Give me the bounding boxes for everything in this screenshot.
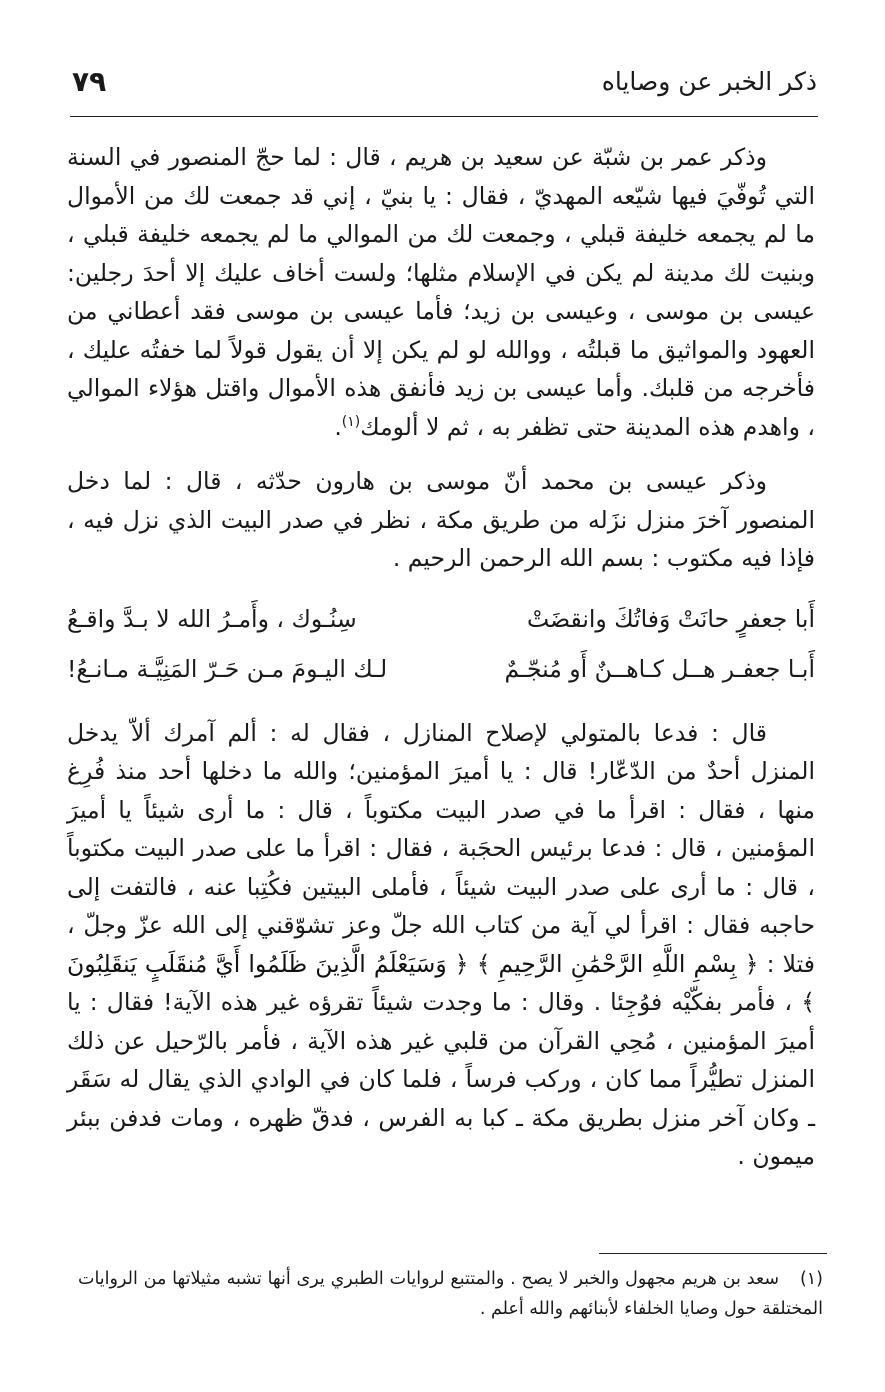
quran-verse: ﴿ وَسَيَعْلَمُ الَّذِينَ ظَلَمُوا أَيَّ مُنقَلَبٍ يَنقَلِبُونَ ﴾ — [67, 949, 815, 1016]
poem — [67, 594, 815, 694]
running-header-title: ذكر الخبر عن وصاياه — [601, 67, 817, 96]
paragraph-3-text-a: قال : فدعا بالمتولي لإصلاح المنازل ، فقال له : ألم آمرك ألاّ يدخل المنزل أحدٌ من الدّعّار! قال : يا أميرَ المؤمنين؛ والله ما دخلها أحد منذ فُرِغ منها ، فقال : اقرأ ما في صدر البيت مكتوباً ، قال : ما أرى شيئاً يا أميرَ المؤمنين ، قال : فدعا برئيس الحجَبة ، فقال : اقرأ ما على صدر البيت مكتوباً ، قال : ما أرى على صدر البيت شيئاً ، فأملى البيتين فكُتِبا عنه ، فالتفت إلى حاجبه فقال : اقرأ لي آية من كتاب الله جلّ وعز تشوّقني إلى الله عزّ وجلّ ، فتلا : — [67, 718, 815, 978]
footnote — [78, 1264, 823, 1324]
paragraph-1-end: . — [334, 412, 342, 441]
footnote-text: سعد بن هريم مجهول والخبر لا يصح . والمتتبع لروايات الطبري يرى أنها تشبه مثيلاتها من الروايات المختلقة حول وصايا الخلفاء لأبنائهم والله أعلم . — [78, 1269, 823, 1319]
header-rule — [70, 116, 818, 117]
paragraph-1 — [67, 138, 815, 446]
main-text — [67, 138, 815, 1176]
paragraph-2-text: وذكر عيسى بن محمد أنّ موسى بن هارون حدّثه ، قال : لما دخل المنصور آخرَ منزل نزَله من طريق مكة ، نظر في صدر البيت الذي نزل فيه ، فإذا فيه مكتوب : بسم الله الرحمن الرحيم . — [67, 467, 815, 572]
quran-basmala: ﴿ بِسْمِ اللَّهِ الرَّحْمَٰنِ الرَّحِيمِ ﴾ — [476, 949, 759, 978]
footnote-rule — [599, 1253, 827, 1254]
verse-second-hemistich: سِنُـوك ، وأَمـرُ الله لا بـدَّ واقـعُ — [67, 604, 357, 633]
poem-verse — [67, 644, 815, 694]
footnote-reference: (١) — [341, 413, 361, 430]
paragraph-2 — [67, 462, 815, 578]
paragraph-1-text: وذكر عمر بن شبّة عن سعيد بن هريم ، قال : لما حجّ المنصور في السنة التي تُوفّيَ فيها شيّعه المهديّ ، فقال : يا بنيّ ، إني قد جمعت لك من الأموال ما لم يجمعه خليفة قبلي ، وجمعت لك من الموالي ما لم يجمعه خليفة قبلي ، وبنيت لك مدينة لم يكن في الإسلام مثلها؛ ولست أخاف عليك إلا أحدَ رجلين: عيسى بن موسى ، وعيسى بن زيد؛ فأما عيسى بن موسى فقد أعطاني من العهود والمواثيق ما قبلتُه ، ووالله لو لم يكن إلا أن يقول قولاً لما خفتُه عليك ، فأخرجه من قلبك. وأما عيسى بن زيد فأنفق هذه الأموال واقتل هؤلاء الموالي ، واهدم هذه المدينة حتى تظفر به ، ثم لا ألومك — [67, 143, 815, 441]
footnote-number: (١) — [799, 1269, 823, 1289]
paragraph-3 — [67, 714, 815, 1176]
page-number: ٧٩ — [72, 65, 107, 98]
poem-verse — [67, 594, 815, 644]
paragraph-3-text-b: ، فأمر بفكّيْه فوُجِئا . وقال : ما وجدت شيئاً تقرؤه غير هذه الآية! فقال : يا أميرَ المؤمنين ، مُحِي القرآن من قلبي غير هذه الآية ، فأمر بالرّحيل عن ذلك المنزل تطيُّراً مما كان ، وركب فرساً ، فلما كان في الوادي الذي يقال له سَقَر ـ وكان آخر منزل بطريق مكة ـ كبا به الفرس ، فدقّ ظهره ، ومات فدفن ببئر ميمون . — [67, 988, 815, 1170]
verse-first-hemistich: أَبا جعفرٍ حانَتْ وَفاتُكَ وانقضَتْ — [527, 604, 815, 633]
verse-first-hemistich: أَبـا جعفـر هــل كـاهــنٌ أَو مُنجّـمٌ — [504, 654, 815, 683]
verse-second-hemistich: لـك اليـومَ مـن حَـرّ المَنِيَّـة مـانـعُ! — [67, 654, 388, 683]
